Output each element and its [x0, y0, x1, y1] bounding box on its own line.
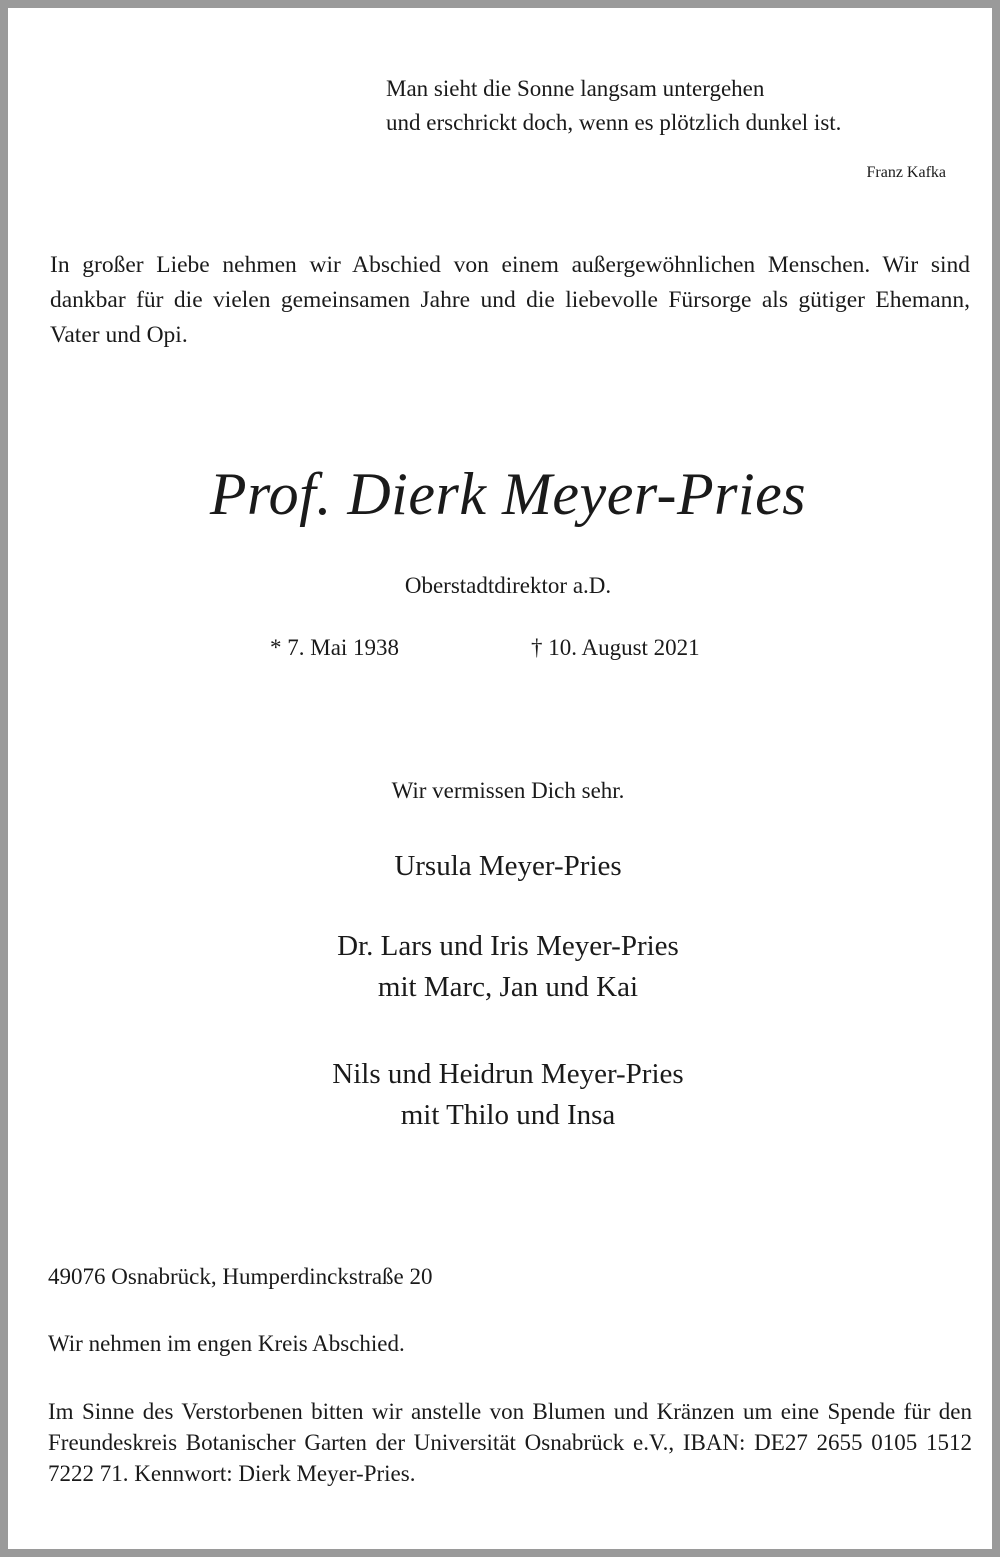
family-group-1-line-2: mit Marc, Jan und Kai — [377, 971, 639, 1003]
quote-line-2: und erschrickt doch, wenn es plötzlich dunkel ist. — [386, 110, 842, 135]
family-group-1 — [8, 926, 1000, 1008]
quote-author: Franz Kafka — [866, 164, 946, 181]
spouse-name: Ursula Meyer-Pries — [394, 850, 622, 882]
family-group-2-line-2: mit Thilo und Insa — [400, 1099, 616, 1131]
kafka-quote — [386, 72, 841, 140]
donation-note: Im Sinne des Verstorbenen bitten wir anstelle von Blumen und Kränzen um eine Spende für den Freundeskreis Botanischer Garten der Universität Osnabrück e.V., IBAN: DE27 2655 0105 1512 7222 71. Kennwort: Dierk Meyer-Pries. — [48, 1399, 972, 1486]
deceased-title: Oberstadtdirektor a.D. — [404, 573, 612, 598]
birth-date: * 7. Mai 1938 — [270, 635, 400, 660]
death-date: † 10. August 2021 — [531, 635, 700, 660]
address: 49076 Osnabrück, Humperdinckstraße 20 — [48, 1264, 433, 1289]
intro-paragraph: In großer Liebe nehmen wir Abschied von einem außergewöhnlichen Menschen. Wir sind dankbar für die vielen gemeinsamen Jahre und die liebevolle Fürsorge als gütiger Ehemann, Vater und Opi. — [50, 252, 970, 348]
family-group-2 — [8, 1054, 1000, 1136]
quote-line-1: Man sieht die Sonne langsam untergehen — [386, 76, 765, 101]
family-group-2-line-1: Nils und Heidrun Meyer-Pries — [332, 1058, 684, 1090]
miss-text: Wir vermissen Dich sehr. — [391, 778, 625, 803]
farewell-note: Wir nehmen im engen Kreis Abschied. — [48, 1331, 405, 1356]
family-spouse — [8, 846, 1000, 887]
deceased-name: Prof. Dierk Meyer-Pries — [209, 461, 807, 527]
family-group-1-line-1: Dr. Lars und Iris Meyer-Pries — [337, 930, 679, 962]
